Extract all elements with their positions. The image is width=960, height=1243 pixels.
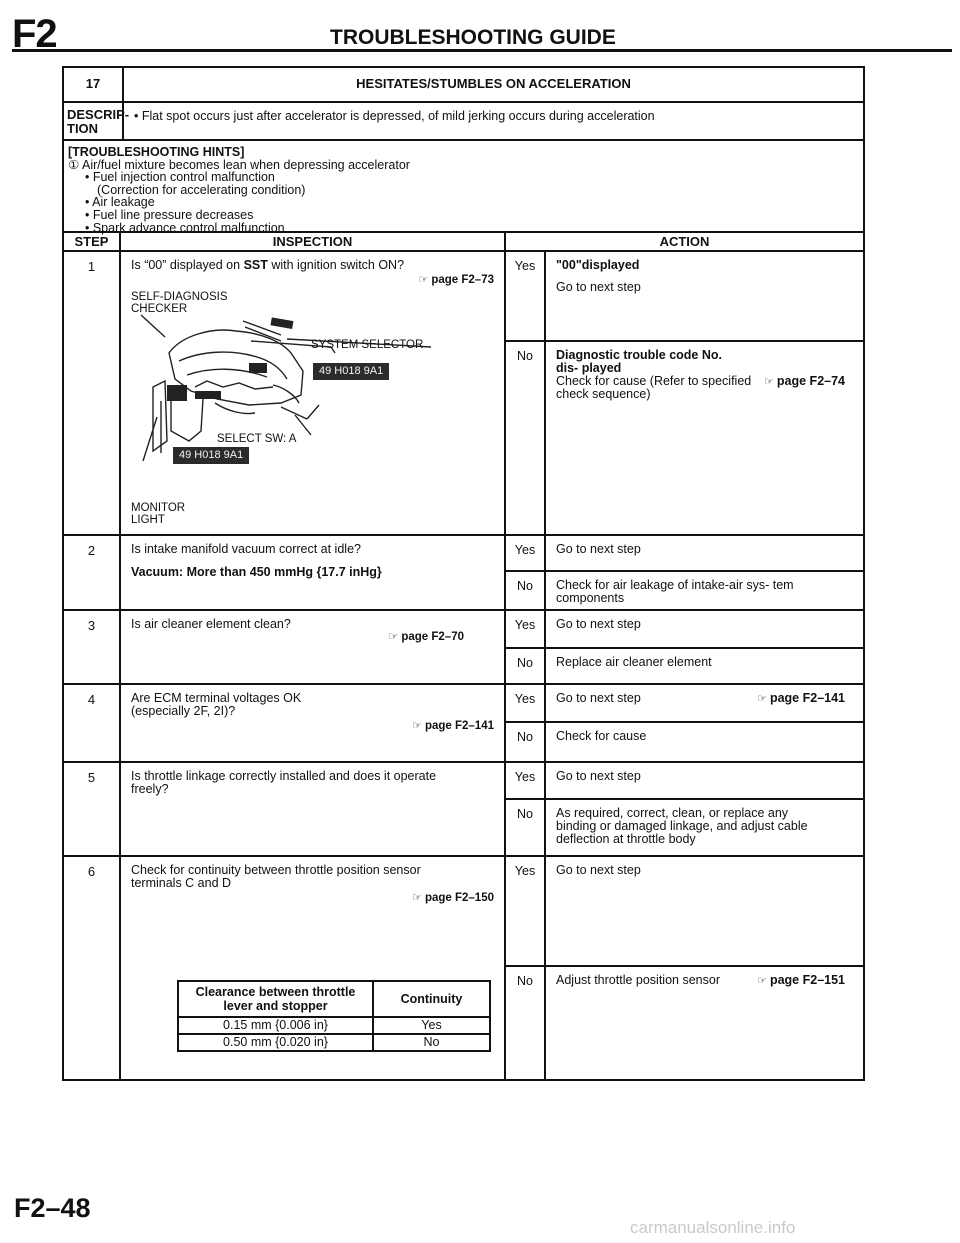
page-reference: ☞ page F2–73: [418, 274, 494, 286]
yes-branch: [506, 611, 863, 649]
action-text: Go to next step: [556, 769, 641, 783]
continuity-table: [177, 980, 491, 1052]
troubleshooting-hints: [64, 141, 863, 233]
action-title: "00"displayed: [556, 258, 640, 272]
inspection-text: Is intake manifold vacuum correct at idle?: [131, 542, 361, 556]
page-reference: ☞ page F2–70: [388, 631, 464, 643]
hint-line: • Fuel line pressure decreases: [85, 207, 254, 222]
inspection-text: Is throttle linkage correctly installed and does it operate freely?: [131, 769, 437, 796]
label-select-switch: SELECT SW: A: [217, 433, 297, 445]
page-title: TROUBLESHOOTING GUIDE: [330, 26, 616, 49]
reference-hand-icon: ☞: [757, 975, 767, 987]
yes-branch: [506, 763, 863, 800]
no-branch: [506, 967, 863, 1079]
reference-hand-icon: ☞: [757, 693, 767, 705]
step-actions: [506, 857, 863, 1079]
watermark: carmanualsonline.info: [630, 1218, 796, 1237]
clearance-value: 0.50 mm {0.020 in}: [178, 1034, 373, 1051]
step-row-1: [64, 252, 863, 536]
action-text: Check for cause: [556, 729, 647, 743]
action-text: Check for cause (Refer to specified check sequence): [556, 374, 752, 401]
no-branch: [506, 800, 863, 855]
reference-hand-icon: ☞: [412, 892, 422, 904]
description-label: DESCRIP- TION: [64, 103, 124, 139]
header-rule: [12, 49, 952, 52]
reference-hand-icon: ☞: [418, 274, 429, 286]
yes-branch: [506, 536, 863, 572]
action-text: Adjust throttle position sensor: [556, 973, 720, 987]
yes-label: Yes: [506, 685, 546, 721]
self-diagnosis-figure: [131, 291, 461, 461]
no-branch: [506, 649, 863, 683]
no-label: No: [506, 572, 546, 609]
description-row: [64, 103, 863, 141]
yes-label: Yes: [506, 611, 546, 647]
yes-branch: [506, 685, 863, 723]
no-branch: [506, 342, 863, 534]
step-number: 2: [64, 536, 121, 609]
step-number: 4: [64, 685, 121, 761]
action-text: Go to next step: [556, 617, 641, 631]
vacuum-spec: Vacuum: More than 450 mmHg {17.7 inHg}: [131, 565, 382, 579]
step-inspection: [121, 763, 506, 855]
hint-line: • Fuel injection control malfunction: [85, 170, 275, 185]
action-text: Go to next step: [556, 863, 641, 877]
yes-label: Yes: [506, 252, 546, 340]
inspection-text: Is air cleaner element clean?: [131, 617, 291, 631]
yes-label: Yes: [506, 857, 546, 965]
step-inspection: [121, 857, 506, 1079]
continuity-table-header: [178, 981, 490, 1017]
step-inspection: [121, 611, 506, 683]
symptom-title: HESITATES/STUMBLES ON ACCELERATION: [356, 76, 631, 91]
reference-hand-icon: ☞: [388, 631, 399, 643]
yes-label: Yes: [506, 763, 546, 798]
hint-line: • Spark advance control malfunction: [85, 220, 285, 235]
description-text: • Flat spot occurs just after accelerator is depressed, of mild jerking occurs during acceleration: [134, 109, 655, 123]
step-actions: [506, 685, 863, 761]
continuity-header: Continuity: [373, 981, 490, 1017]
step-row-5: [64, 763, 863, 857]
action-text: Go to next step: [556, 280, 641, 294]
troubleshooting-table: [62, 66, 865, 1081]
inspection-text: Are ECM terminal voltages OK (especially 2F, 2I)?: [131, 691, 302, 718]
step-inspection: [121, 536, 506, 609]
no-branch: [506, 723, 863, 761]
clearance-value: 0.15 mm {0.006 in}: [178, 1017, 373, 1034]
symptom-row: [64, 68, 863, 103]
yes-label: Yes: [506, 536, 546, 570]
symptom-number: 17: [64, 68, 124, 101]
step-actions: [506, 763, 863, 855]
step-row-4: [64, 685, 863, 763]
no-branch: [506, 572, 863, 609]
sst-number-tag: 49 H018 9A1: [173, 447, 249, 464]
table-row: [178, 1034, 490, 1051]
step-number: 3: [64, 611, 121, 683]
reference-hand-icon: ☞: [412, 720, 422, 732]
hints-heading: [TROUBLESHOOTING HINTS]: [68, 145, 245, 159]
inspection-column-header: INSPECTION: [121, 233, 506, 250]
page-reference: ☞ page F2–141: [757, 691, 845, 705]
step-inspection: [121, 685, 506, 761]
step-actions: [506, 611, 863, 683]
step-inspection: [121, 252, 506, 534]
yes-branch: [506, 252, 863, 342]
page-reference: ☞ page F2–150: [412, 892, 494, 904]
step-column-header: STEP: [64, 233, 121, 250]
action-text: Check for air leakage of intake-air sys- tem components: [556, 578, 794, 605]
no-label: No: [506, 800, 546, 855]
step-number: 5: [64, 763, 121, 855]
continuity-value: Yes: [373, 1017, 490, 1034]
page-reference: ☞ page F2–141: [412, 720, 494, 732]
label-monitor-light: MONITOR LIGHT: [131, 502, 186, 526]
action-text: As required, correct, clean, or replace any binding or damaged linkage, and adjust cable deflection at throttle body: [556, 806, 808, 846]
step-actions: [506, 536, 863, 609]
step-actions: [506, 252, 863, 534]
action-text: Go to next step: [556, 691, 641, 705]
no-label: No: [506, 649, 546, 683]
page-reference: ☞ page F2–74: [764, 374, 845, 388]
table-row: [178, 1017, 490, 1034]
hint-line: • Air leakage: [85, 195, 155, 210]
label-self-diagnosis-checker: SELF-DIAGNOSIS CHECKER: [131, 291, 228, 315]
step-number: 1: [64, 252, 121, 534]
no-label: No: [506, 967, 546, 1079]
inspection-text: Is “00” displayed on SST with ignition switch ON?: [131, 258, 405, 272]
action-title: Diagnostic trouble code No. dis- played: [556, 348, 722, 375]
hint-line: ① Air/fuel mixture becomes lean when depressing accelerator: [68, 157, 410, 172]
hint-line: (Correction for accelerating condition): [97, 182, 306, 197]
clearance-header: Clearance between throttle lever and stopper: [178, 981, 373, 1017]
column-header-row: [64, 233, 863, 252]
step-number: 6: [64, 857, 121, 1079]
inspection-text: Check for continuity between throttle position sensor terminals C and D: [131, 863, 421, 890]
page-number: F2–48: [14, 1193, 91, 1223]
page-reference: ☞ page F2–151: [757, 973, 845, 987]
action-text: Go to next step: [556, 542, 641, 556]
step-row-6: [64, 857, 863, 1079]
section-code: F2: [12, 12, 57, 56]
continuity-value: No: [373, 1034, 490, 1051]
reference-hand-icon: ☞: [764, 376, 774, 388]
label-system-selector: SYSTEM SELECTOR: [311, 339, 424, 351]
step-row-2: [64, 536, 863, 611]
no-label: No: [506, 723, 546, 761]
action-text: Replace air cleaner element: [556, 655, 712, 669]
no-label: No: [506, 342, 546, 534]
step-row-3: [64, 611, 863, 685]
action-column-header: ACTION: [659, 234, 710, 249]
sst-number-tag: 49 H018 9A1: [313, 363, 389, 380]
yes-branch: [506, 857, 863, 967]
